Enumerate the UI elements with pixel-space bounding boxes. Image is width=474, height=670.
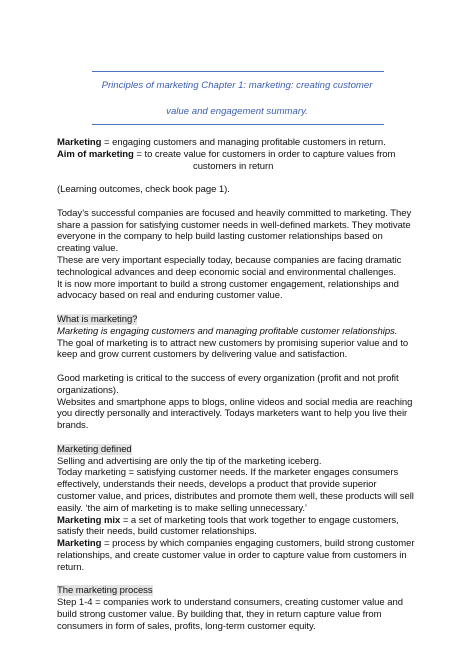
highlighted-heading-text: What is marketing?	[57, 313, 138, 325]
section-heading-what-is-marketing	[57, 314, 417, 326]
marketing-term: Marketing	[57, 137, 102, 148]
aim-definition	[57, 149, 417, 161]
title-bottom-rule	[92, 124, 384, 125]
good-marketing-paragraph: Good marketing is critical to the success of every organization (profit and not profit organizations).	[57, 372, 399, 396]
section-heading-marketing-process	[57, 585, 417, 597]
intro-paragraph-3: It is now more important to build a strong customer engagement, relationships and advocacy based on real and enduring customer value.	[57, 278, 399, 302]
marketing-mix-text: = a set of marketing tools that work together to engage customers, satisfy their needs, build customer relationships.	[57, 514, 399, 538]
iceberg-paragraph: Selling and advertising are only the tip of the marketing iceberg.	[57, 455, 322, 467]
marketing-term-2: Marketing	[57, 538, 102, 550]
document-body	[57, 137, 417, 632]
marketing-definition-text: = engaging customers and managing profitable customers in return.	[101, 137, 386, 148]
document-title-line-2: value and engagement summary.	[166, 106, 308, 117]
aim-definition-text: = to create value for customers in order to capture values from	[133, 148, 396, 160]
intro-paragraph-2: These are very important especially today, because companies are facing dramatic technological advances and deep economic social and environmental challenges.	[57, 254, 402, 278]
marketing-process-definition-text: = process by which companies engaging customers, build strong customer relationships, and create customer value in order to capture value from customers in return.	[57, 538, 415, 573]
highlighted-heading-text: Marketing defined	[57, 443, 132, 455]
intro-paragraph-1: Today’s successful companies are focused and heavily committed to marketing. They share a passion for satisfying customer needs in well-defined markets. They motivate everyone in the company to help build lasting customer relationships based on creating value.	[57, 207, 412, 255]
marketing-goal-paragraph: The goal of marketing is to attract new customers by promising superior value and to keep and grow current customers by delivering value and satisfaction.	[57, 337, 409, 361]
section-heading-marketing-defined	[57, 444, 417, 456]
aim-term: Aim of marketing	[57, 148, 134, 160]
marketing-process-definition	[57, 538, 417, 573]
marketing-definition	[57, 137, 417, 149]
learning-outcomes-note: (Learning outcomes, check book page 1).	[57, 184, 230, 196]
aim-definition-continuation: customers in return	[193, 160, 274, 172]
today-marketing-paragraph: Today marketing = satisfying customer needs. If the marketer engages consumers effectively, understands their needs, develops a product that provide superior customer value, and prices, distributes and promote them well, these products will sell easily. ‘the aim of marketing is to make selling unnecessary.’	[57, 467, 414, 514]
italic-marketing-definition	[57, 326, 417, 338]
title-top-rule	[92, 71, 384, 72]
marketing-mix-term: Marketing mix	[57, 514, 121, 526]
document-title-line-1: Principles of marketing Chapter 1: marketing: creating customer	[101, 80, 373, 91]
italic-definition-text: Marketing is engaging customers and managing profitable customer relationships.	[57, 325, 398, 337]
marketing-mix-paragraph	[57, 515, 417, 539]
highlighted-heading-text: The marketing process	[57, 585, 153, 597]
websites-paragraph: Websites and smartphone apps to blogs, online videos and social media are reaching you directly personally and interactively. Todays marketers want to help you live their brands.	[57, 396, 413, 432]
marketing-process-steps: Step 1-4 = companies work to understand consumers, creating customer value and build strong customer value. By building that, they in return capture value from consumers in form of sales, profits, long-term customer equity.	[57, 597, 403, 632]
